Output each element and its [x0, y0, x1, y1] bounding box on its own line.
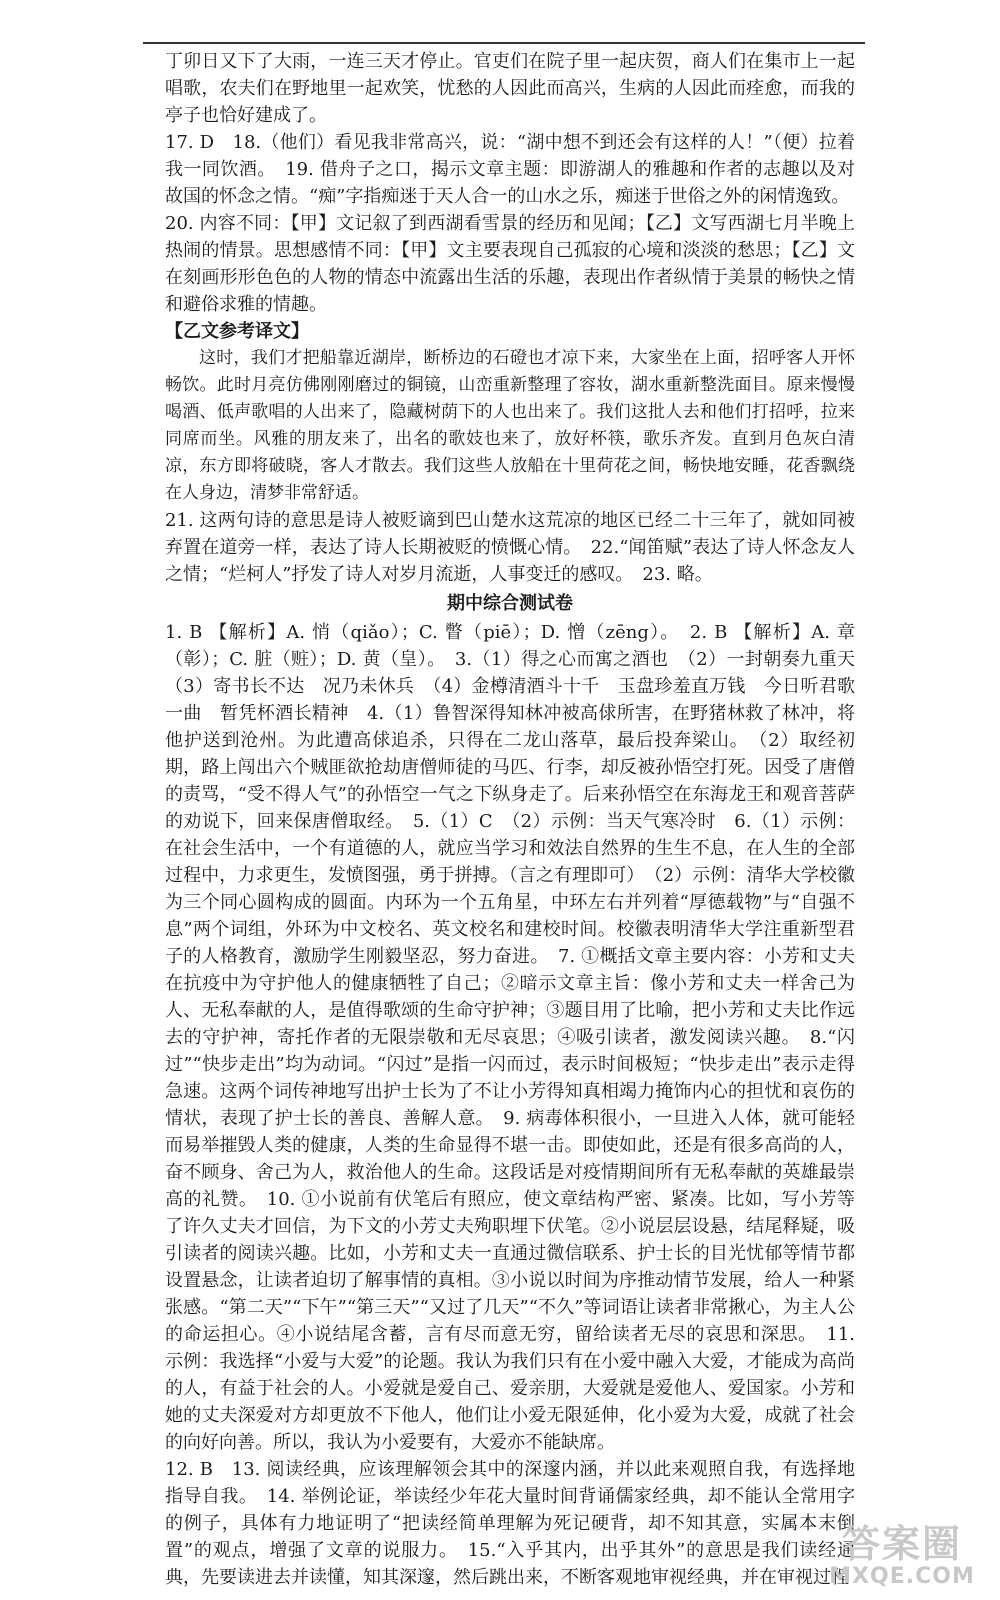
- answer-20: 20. 内容不同：【甲】文记叙了到西湖看雪景的经历和见闻；【乙】文写西湖七月半晚上热闹的情景。思想感情不同：【甲】文主要表现自己孤寂的心境和淡淡的愁思；【乙】文在刻画形形色色的人物的情态中流露出生活的乐趣，表现出作者纵情于美景的畅快之情和避俗求雅的情趣。: [165, 213, 855, 315]
- section-title: 期中综合测试卷: [447, 593, 573, 614]
- answers-21-23: 21. 这两句诗的意思是诗人被贬谪到巴山楚水这荒凉的地区已经二十三年了，就如同被弃置在道旁一样，表达了诗人长期被贬的愤慨心情。 22.“闻笛赋”表达了诗人怀念友人之情；“烂柯人”抒发了诗人对岁月流逝，人事变迁的感叹。 23. 略。: [165, 510, 855, 585]
- text-column: [165, 48, 873, 1591]
- answers-1-11: 1. B 【解析】A. 悄（qiǎo）；C. 瞥（piē）；D. 憎（zēng）。 2. B 【解析】A. 章（彰）；C. 脏（赃）；D. 黄（皇）。 3.（1）得之心而寓之酒也 （2）一封朝奏九重天 （3）寄书长不达 况乃未休兵 （4）金樽清酒斗十千 玉盘珍羞直万钱 今日听君歌一曲 暂凭杯酒长精神 4.（1）鲁智深得知林冲被高俅所害，在野猪林救了林冲，将他护送到沧州。为此遭高俅追杀，只得在二龙山落草，最后投奔梁山。 （2）取经初期，路上闯出六个贼匪欲抢劫唐僧师徒的马匹、行李，却反被孙悟空打死。因受了唐僧的责骂，“受不得人气”的孙悟空一气之下纵身走了。后来孙悟空在东海龙王和观音菩萨的劝说下，回来保唐僧取经。 5.（1）C （2）示例：当天气寒冷时 6.（1）示例：在社会生活中，一个有道德的人，就应当学习和效法自然界的生生不息，在人生的全部过程中，力求更生，发愤图强，勇于拼搏。（言之有理即可） （2）示例：清华大学校徽为三个同心圆构成的圆面。内环为一个五角星，中环左右并列着“厚德载物”与“自强不息”两个词组，外环为中文校名、英文校名和建校时间。校徽表明清华大学注重新型君子的人格教育，激励学生刚毅坚忍，努力奋进。 7. ①概括文章主要内容：小芳和丈夫在抗疫中为守护他人的健康牺牲了自己；②暗示文章主旨：像小芳和丈夫一样舍己为人、无私奉献的人，是值得歌颂的生命守护神；③题目用了比喻，把小芳和丈夫比作远去的守护神，寄托作者的无限崇敬和无尽哀思；④吸引读者，激发阅读兴趣。 8.“闪过”“快步走出”均为动词。“闪过”是指一闪而过，表示时间极短；“快步走出”表示走得急速。这两个词传神地写出护士长为了不让小芳得知真相竭力掩饰内心的担忧和哀伤的情状，表现了护士长的善良、善解人意。 9. 病毒体积很小，一旦进入人体，就可能轻而易举摧毁人类的健康，人类的生命显得不堪一击。即使如此，还是有很多高尚的人，奋不顾身、舍己为人，救治他人的生命。这段话是对疫情期间所有无私奉献的英雄最崇高的礼赞。 10. ①小说前有伏笔后有照应，使文章结构严密、紧凑。比如，写小芳等了许久丈夫才回信，为下文的小芳丈夫殉职埋下伏笔。②小说层层设悬，结尾释疑，吸引读者的阅读兴趣。比如，小芳和丈夫一直通过微信联系、护士长的目光忧郁等情节都设置悬念，让读者迫切了解事情的真相。③小说以时间为序推动情节发展，给人一种紧张感。“第二天”“下午”“第三天”“又过了几天”“不久”等词语让读者非常揪心，为主人公的命运担心。④小说结尾含蓄，言有尽而意无穷，留给读者无尽的哀思和深思。 11. 示例：我选择“小爱与大爱”的论题。我认为我们只有在小爱中融入大爱，才能成为高尚的人，有益于社会的人。小爱就是爱自己、爱亲朋，大爱就是爱他人、爱国家。小芳和她的丈夫深爱对方却更放不下他人，他们让小爱无限延伸，化小爱为大爱，成就了社会的向好向善。所以，我认为小爱要有，大爱亦不能缺席。: [165, 622, 873, 1453]
- watermark-url: MXQE.COM: [829, 1564, 975, 1589]
- yi-translation-heading: 【乙文参考译文】: [165, 321, 309, 342]
- yi-translation-text: 这时，我们才把船靠近湖岸，断桥边的石磴也才凉下来，大家坐在上面，招呼客人开怀畅饮。此时月亮仿佛刚刚磨过的铜镜，山峦重新整理了容妆，湖水重新整洗面目。原来慢慢喝酒、低声歌唱的人出来了，隐藏树荫下的人也出来了。我们这批人去和他们打招呼，拉来同席而坐。风雅的朋友来了，出名的歌妓也来了，放好杯筷，歌乐齐发。直到月色灰白清凉，东方即将破晓，客人才散去。我们这些人放船在十里荷花之间，畅快地安睡，花香飘绕在人身边，清梦非常舒适。: [165, 348, 855, 503]
- answers-12-15: 12. B 13. 阅读经典，应该理解领会其中的深邃内涵，并以此来观照自我，有选择地指导自我。 14. 举例论证，举读经少年花大量时间背诵儒家经典，却不能认全常用字的例子，具体有力地证明了“把读经简单理解为死记硬背，却不知其意，实属本末倒置”的观点，增强了文章的说服力。 15.“入乎其内，出乎其外”的意思是我们读经通典，先要读进去并读懂，知其深邃，然后跳出来，不断客观地审视经典，并在审视过程: [165, 1459, 855, 1588]
- watermark-logo: [822, 1522, 982, 1590]
- paragraph-jia-translation-end: 丁卯日又下了大雨，一连三天才停止。官吏们在院子里一起庆贺，商人们在集市上一起唱歌，农夫们在野地里一起欢笑，忧愁的人因此而高兴，生病的人因此而痊愈，而我的亭子也恰好建成了。: [165, 51, 855, 126]
- watermark-logo-text: 答案圈: [841, 1522, 962, 1566]
- top-rule: [143, 42, 865, 44]
- answers-17-19: 17. D 18.（他们）看见我非常高兴，说：“湖中想不到还会有这样的人！”（便）拉着我一同饮酒。 19. 借舟子之口，揭示文章主题：即游湖人的雅趣和作者的志趣以及对故国的怀念之情。“痴”字指痴迷于天人合一的山水之乐，痴迷于世俗之外的闲情逸致。: [165, 132, 855, 207]
